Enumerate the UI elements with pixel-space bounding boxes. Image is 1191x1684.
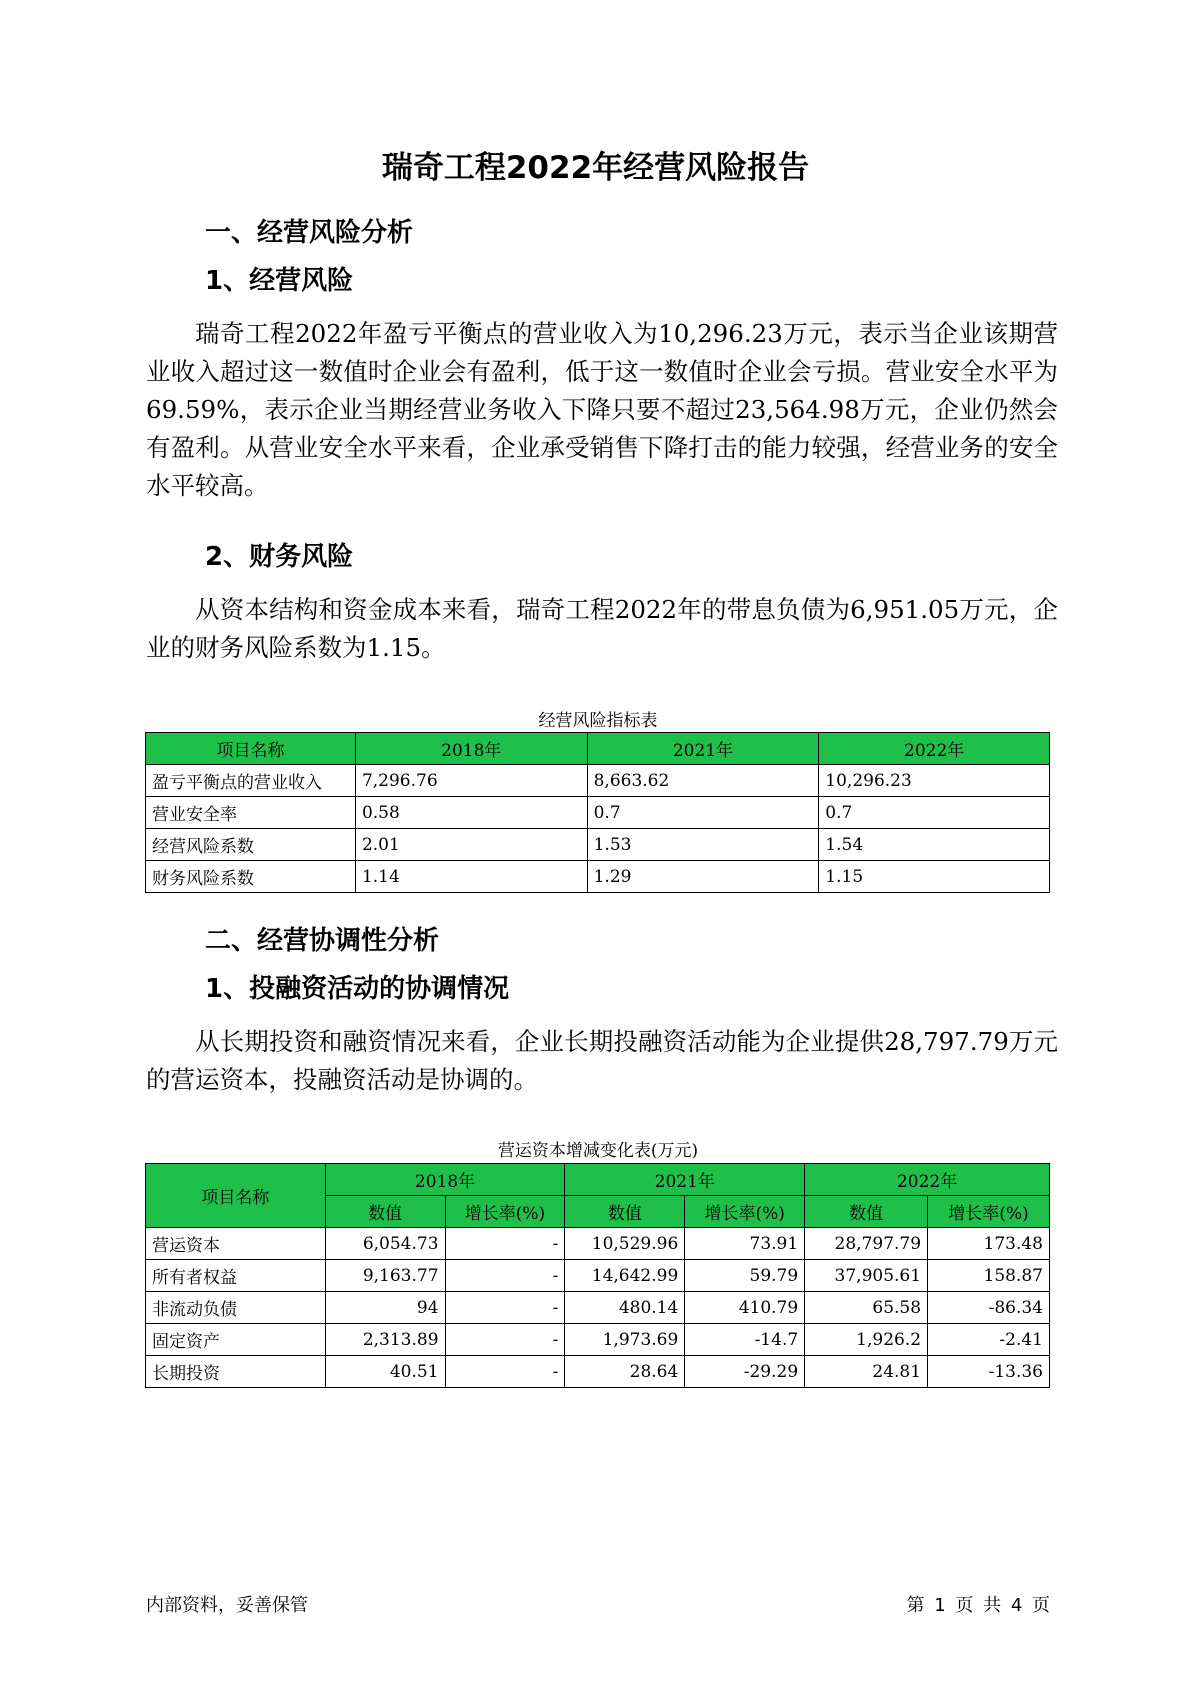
value-cell: 28,797.79 [805,1228,928,1260]
growth-rate-cell: - [445,1356,565,1388]
table2-header-row-years [146,1164,1050,1196]
value-cell: 28.64 [565,1356,685,1388]
row-label-cell: 固定资产 [146,1324,326,1356]
footer-confidential-note: 内部资料，妥善保管 [146,1595,308,1616]
table-row [146,861,1050,893]
value-cell: 2,313.89 [325,1324,445,1356]
value-cell: 7,296.76 [355,765,587,797]
value-cell: 8,663.62 [587,765,819,797]
growth-rate-cell: -14.7 [685,1324,805,1356]
table-row [146,797,1050,829]
value-cell: 0.7 [819,797,1050,829]
table2-subheader-value: 数值 [325,1196,445,1228]
value-cell: 1.29 [587,861,819,893]
footer-page-number: 第 1 页 共 4 页 [906,1595,1050,1616]
row-label-cell: 盈亏平衡点的营业收入 [146,765,356,797]
working-capital-table [145,1163,1050,1388]
table2-year-header: 2021年 [565,1164,805,1196]
subsection-heading-operating-risk: 1、经营风险 [205,266,354,296]
growth-rate-cell: - [445,1324,565,1356]
value-cell: 37,905.61 [805,1260,928,1292]
table1-header-cell: 2018年 [355,733,587,765]
table1-header-cell: 2022年 [819,733,1050,765]
paragraph-financial-risk: 从资本结构和资金成本来看，瑞奇工程2022年的带息负债为6,951.05万元，企业的财务风险系数为1.15。 [146,595,1058,662]
table1-caption: 经营风险指标表 [538,711,658,731]
value-cell: 1.15 [819,861,1050,893]
table2-year-header: 2022年 [805,1164,1050,1196]
value-cell: 1.54 [819,829,1050,861]
value-cell: 2.01 [355,829,587,861]
table-row [146,829,1050,861]
growth-rate-cell: - [445,1260,565,1292]
value-cell: 1,973.69 [565,1324,685,1356]
growth-rate-cell: 73.91 [685,1228,805,1260]
section-heading-2: 二、经营协调性分析 [205,926,440,956]
table2-caption: 营运资本增减变化表(万元) [497,1141,699,1161]
value-cell: 6,054.73 [325,1228,445,1260]
growth-rate-cell: 158.87 [928,1260,1050,1292]
growth-rate-cell: -13.36 [928,1356,1050,1388]
row-label-cell: 长期投资 [146,1356,326,1388]
table2-year-header: 2018年 [325,1164,565,1196]
risk-indicator-table [145,732,1050,893]
document-title: 瑞奇工程2022年经营风险报告 [381,150,810,186]
value-cell: 10,296.23 [819,765,1050,797]
table-row [146,1228,1050,1260]
value-cell: 9,163.77 [325,1260,445,1292]
value-cell: 0.7 [587,797,819,829]
table2-item-header: 项目名称 [146,1164,326,1228]
growth-rate-cell: -2.41 [928,1324,1050,1356]
value-cell: 14,642.99 [565,1260,685,1292]
table2-subheader-growth: 增长率(%) [445,1196,565,1228]
table2-subheader-growth: 增长率(%) [928,1196,1050,1228]
value-cell: 10,529.96 [565,1228,685,1260]
value-cell: 24.81 [805,1356,928,1388]
growth-rate-cell: -86.34 [928,1292,1050,1324]
paragraph-operating-risk: 瑞奇工程2022年盈亏平衡点的营业收入为10,296.23万元，表示当企业该期营业收入超过这一数值时企业会有盈利，低于这一数值时企业会亏损。营业安全水平为69.59%，表示企业当期经营业务收入下降只要不超过23,564.98万元，企业仍然会有盈利。从营业安全水平来看，企业承受销售下降打击的能力较强，经营业务的安全水平较高。 [146,319,1058,500]
table1-header-cell: 项目名称 [146,733,356,765]
growth-rate-cell: 173.48 [928,1228,1050,1260]
paragraph-financing-coordination: 从长期投资和融资情况来看，企业长期投融资活动能为企业提供28,797.79万元的营运资本，投融资活动是协调的。 [146,1027,1058,1094]
row-label-cell: 营运资本 [146,1228,326,1260]
row-label-cell: 经营风险系数 [146,829,356,861]
growth-rate-cell: - [445,1292,565,1324]
value-cell: 40.51 [325,1356,445,1388]
table-row [146,1356,1050,1388]
value-cell: 1.14 [355,861,587,893]
value-cell: 480.14 [565,1292,685,1324]
table-row [146,1324,1050,1356]
value-cell: 94 [325,1292,445,1324]
growth-rate-cell: 410.79 [685,1292,805,1324]
row-label-cell: 所有者权益 [146,1260,326,1292]
section-heading-1: 一、经营风险分析 [205,218,414,248]
growth-rate-cell: - [445,1228,565,1260]
value-cell: 1,926.2 [805,1324,928,1356]
value-cell: 1.53 [587,829,819,861]
table2-subheader-value: 数值 [565,1196,685,1228]
table2-subheader-growth: 增长率(%) [685,1196,805,1228]
table-row [146,1260,1050,1292]
growth-rate-cell: -29.29 [685,1356,805,1388]
row-label-cell: 营业安全率 [146,797,356,829]
value-cell: 0.58 [355,797,587,829]
row-label-cell: 财务风险系数 [146,861,356,893]
row-label-cell: 非流动负债 [146,1292,326,1324]
subsection-heading-financing-coordination: 1、投融资活动的协调情况 [205,974,510,1004]
table-row [146,1292,1050,1324]
subsection-heading-financial-risk: 2、财务风险 [205,542,354,572]
table2-subheader-value: 数值 [805,1196,928,1228]
table1-header-row [146,733,1050,765]
growth-rate-cell: 59.79 [685,1260,805,1292]
value-cell: 65.58 [805,1292,928,1324]
table1-header-cell: 2021年 [587,733,819,765]
table-row [146,765,1050,797]
